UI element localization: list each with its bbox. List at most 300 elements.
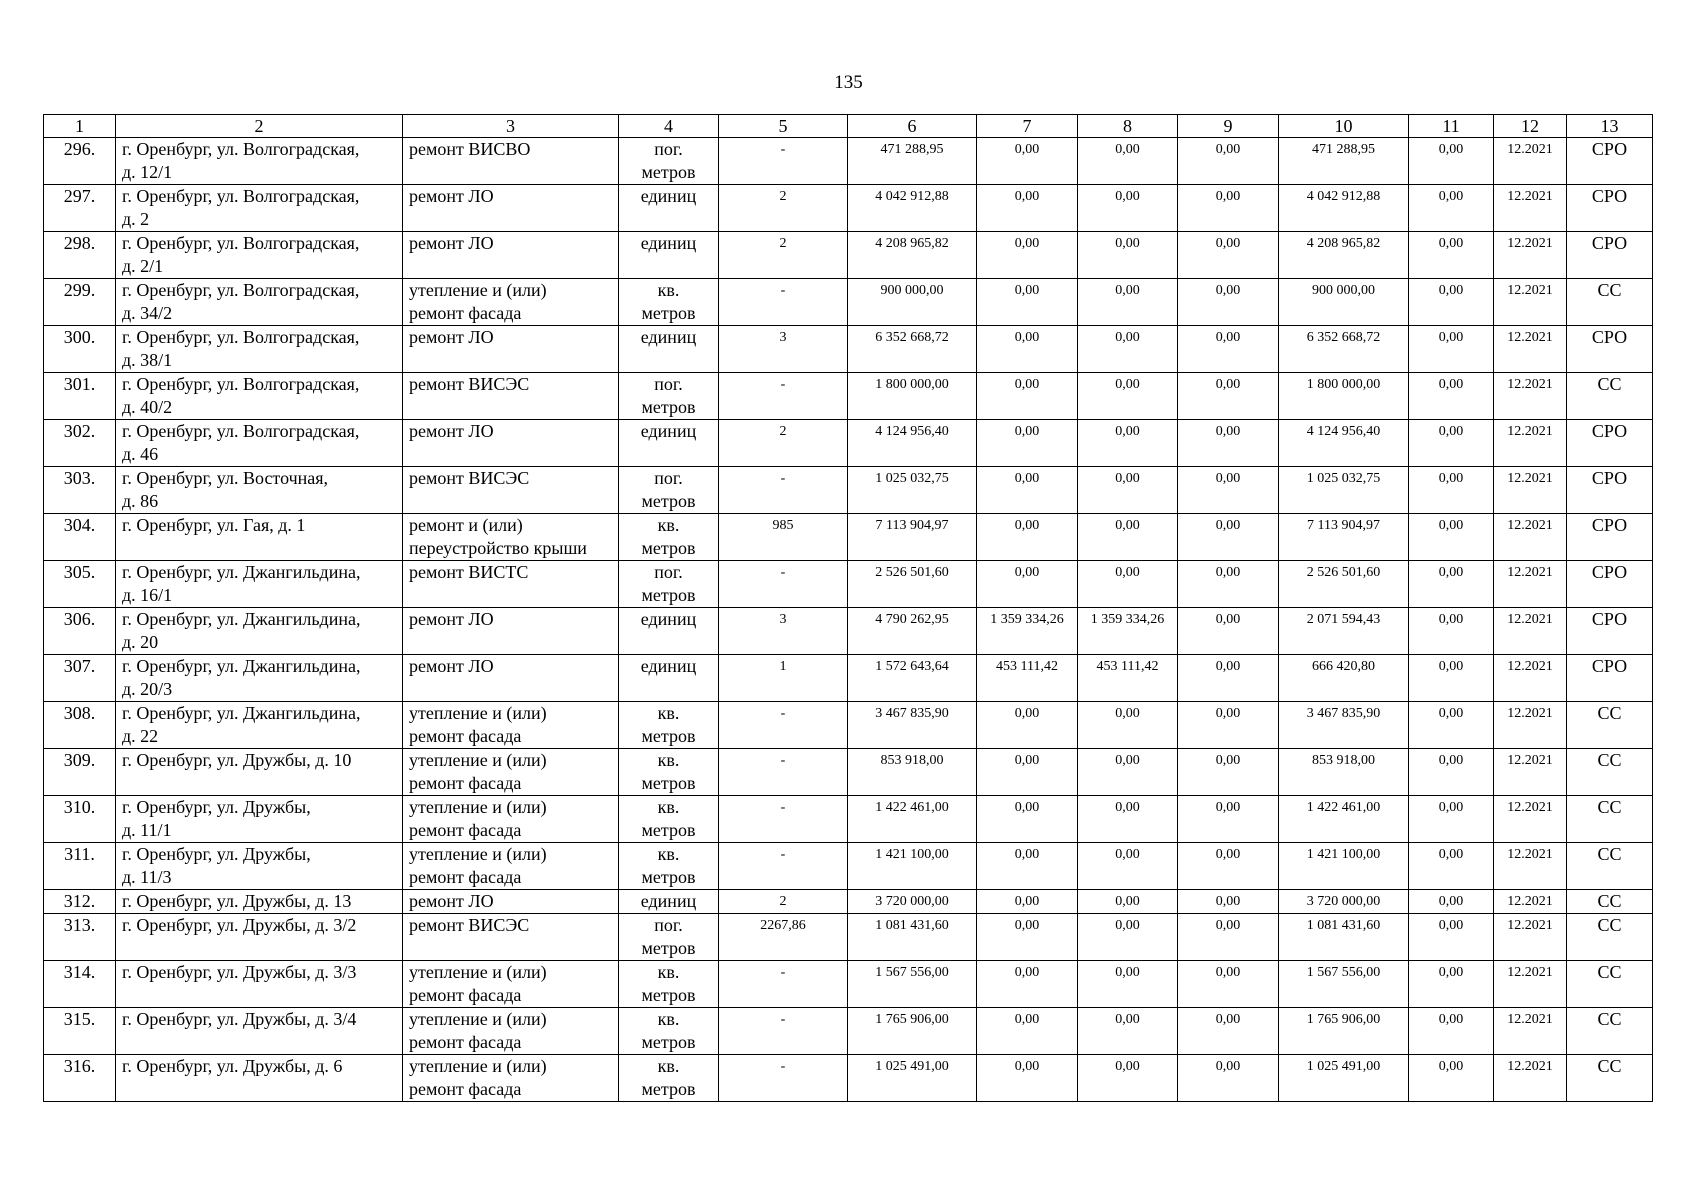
quantity-cell: - [719, 138, 848, 185]
value-col10-cell: 1 025 491,00 [1279, 1055, 1409, 1102]
value-col7-cell: 0,00 [977, 232, 1078, 279]
table-row [44, 843, 1653, 890]
address-cell: г. Оренбург, ул. Волгоградская, д. 38/1 [116, 326, 403, 373]
row-number: 298. [44, 232, 116, 279]
value-col11-cell: 0,00 [1409, 914, 1494, 961]
value-col9-cell: 0,00 [1178, 702, 1279, 749]
row-number: 311. [44, 843, 116, 890]
completion-date-cell: 12.2021 [1494, 514, 1567, 561]
table-row [44, 232, 1653, 279]
table-row [44, 561, 1653, 608]
funding-source-cell: СС [1567, 843, 1653, 890]
completion-date-cell: 12.2021 [1494, 326, 1567, 373]
funding-source-cell: СС [1567, 796, 1653, 843]
value-col8-cell: 0,00 [1078, 702, 1178, 749]
value-col11-cell: 0,00 [1409, 1055, 1494, 1102]
address-cell: г. Оренбург, ул. Дружбы, д. 3/4 [116, 1008, 403, 1055]
table-row [44, 608, 1653, 655]
row-number: 299. [44, 279, 116, 326]
value-col9-cell: 0,00 [1178, 1008, 1279, 1055]
total-cost-cell: 853 918,00 [848, 749, 977, 796]
value-col10-cell: 2 526 501,60 [1279, 561, 1409, 608]
unit-cell: кв. метров [619, 749, 719, 796]
table-row [44, 1055, 1653, 1102]
address-cell: г. Оренбург, ул. Волгоградская, д. 2/1 [116, 232, 403, 279]
value-col8-cell: 0,00 [1078, 1008, 1178, 1055]
value-col7-cell: 0,00 [977, 373, 1078, 420]
unit-cell: пог. метров [619, 138, 719, 185]
value-col7-cell: 453 111,42 [977, 655, 1078, 702]
value-col9-cell: 0,00 [1178, 608, 1279, 655]
value-col7-cell: 0,00 [977, 514, 1078, 561]
value-col11-cell: 0,00 [1409, 796, 1494, 843]
completion-date-cell: 12.2021 [1494, 914, 1567, 961]
unit-cell: единиц [619, 655, 719, 702]
total-cost-cell: 900 000,00 [848, 279, 977, 326]
work-type-cell: ремонт ЛО [403, 655, 619, 702]
value-col11-cell: 0,00 [1409, 561, 1494, 608]
value-col10-cell: 7 113 904,97 [1279, 514, 1409, 561]
work-type-cell: утепление и (или) ремонт фасада [403, 961, 619, 1008]
value-col9-cell: 0,00 [1178, 561, 1279, 608]
value-col11-cell: 0,00 [1409, 232, 1494, 279]
column-header: 9 [1178, 115, 1279, 138]
value-col10-cell: 1 081 431,60 [1279, 914, 1409, 961]
value-col8-cell: 0,00 [1078, 561, 1178, 608]
unit-cell: кв. метров [619, 1055, 719, 1102]
table-row [44, 326, 1653, 373]
value-col10-cell: 3 720 000,00 [1279, 890, 1409, 914]
work-type-cell: утепление и (или) ремонт фасада [403, 1008, 619, 1055]
address-cell: г. Оренбург, ул. Волгоградская, д. 12/1 [116, 138, 403, 185]
completion-date-cell: 12.2021 [1494, 1055, 1567, 1102]
value-col11-cell: 0,00 [1409, 467, 1494, 514]
work-type-cell: утепление и (или) ремонт фасада [403, 843, 619, 890]
address-cell: г. Оренбург, ул. Волгоградская, д. 2 [116, 185, 403, 232]
value-col7-cell: 0,00 [977, 796, 1078, 843]
completion-date-cell: 12.2021 [1494, 138, 1567, 185]
funding-source-cell: СРО [1567, 608, 1653, 655]
unit-cell: кв. метров [619, 279, 719, 326]
table-row [44, 514, 1653, 561]
value-col10-cell: 6 352 668,72 [1279, 326, 1409, 373]
unit-cell: единиц [619, 185, 719, 232]
value-col7-cell: 0,00 [977, 420, 1078, 467]
unit-cell: единиц [619, 608, 719, 655]
value-col7-cell: 0,00 [977, 1055, 1078, 1102]
value-col8-cell: 0,00 [1078, 185, 1178, 232]
total-cost-cell: 1 567 556,00 [848, 961, 977, 1008]
value-col10-cell: 853 918,00 [1279, 749, 1409, 796]
value-col7-cell: 0,00 [977, 326, 1078, 373]
completion-date-cell: 12.2021 [1494, 1008, 1567, 1055]
work-type-cell: ремонт ВИСЭС [403, 467, 619, 514]
value-col11-cell: 0,00 [1409, 514, 1494, 561]
value-col9-cell: 0,00 [1178, 890, 1279, 914]
address-cell: г. Оренбург, ул. Джангильдина, д. 20/3 [116, 655, 403, 702]
value-col9-cell: 0,00 [1178, 373, 1279, 420]
quantity-cell: - [719, 279, 848, 326]
total-cost-cell: 3 467 835,90 [848, 702, 977, 749]
value-col10-cell: 2 071 594,43 [1279, 608, 1409, 655]
work-type-cell: ремонт ВИСЭС [403, 373, 619, 420]
address-cell: г. Оренбург, ул. Волгоградская, д. 34/2 [116, 279, 403, 326]
value-col8-cell: 0,00 [1078, 1055, 1178, 1102]
table-row [44, 185, 1653, 232]
value-col7-cell: 0,00 [977, 279, 1078, 326]
funding-source-cell: СРО [1567, 326, 1653, 373]
quantity-cell: 2 [719, 232, 848, 279]
unit-cell: кв. метров [619, 514, 719, 561]
row-number: 301. [44, 373, 116, 420]
work-type-cell: ремонт ВИСВО [403, 138, 619, 185]
value-col10-cell: 666 420,80 [1279, 655, 1409, 702]
column-header: 13 [1567, 115, 1653, 138]
row-number: 309. [44, 749, 116, 796]
value-col7-cell: 0,00 [977, 185, 1078, 232]
quantity-cell: 3 [719, 608, 848, 655]
funding-source-cell: СС [1567, 890, 1653, 914]
address-cell: г. Оренбург, ул. Дружбы, д. 11/1 [116, 796, 403, 843]
table-row [44, 373, 1653, 420]
address-cell: г. Оренбург, ул. Джангильдина, д. 16/1 [116, 561, 403, 608]
column-number-header-row [44, 115, 1653, 138]
total-cost-cell: 4 208 965,82 [848, 232, 977, 279]
value-col8-cell: 0,00 [1078, 138, 1178, 185]
value-col10-cell: 471 288,95 [1279, 138, 1409, 185]
value-col10-cell: 1 421 100,00 [1279, 843, 1409, 890]
work-type-cell: ремонт ВИСТС [403, 561, 619, 608]
quantity-cell: 2 [719, 185, 848, 232]
row-number: 300. [44, 326, 116, 373]
page-number: 135 [834, 72, 863, 93]
column-header: 12 [1494, 115, 1567, 138]
funding-source-cell: СРО [1567, 561, 1653, 608]
value-col9-cell: 0,00 [1178, 655, 1279, 702]
row-number: 316. [44, 1055, 116, 1102]
row-number: 306. [44, 608, 116, 655]
quantity-cell: - [719, 467, 848, 514]
value-col8-cell: 0,00 [1078, 420, 1178, 467]
column-header: 4 [619, 115, 719, 138]
value-col9-cell: 0,00 [1178, 467, 1279, 514]
address-cell: г. Оренбург, ул. Дружбы, д. 11/3 [116, 843, 403, 890]
total-cost-cell: 3 720 000,00 [848, 890, 977, 914]
work-type-cell: ремонт ЛО [403, 326, 619, 373]
address-cell: г. Оренбург, ул. Дружбы, д. 3/2 [116, 914, 403, 961]
funding-source-cell: СРО [1567, 420, 1653, 467]
value-col9-cell: 0,00 [1178, 279, 1279, 326]
address-cell: г. Оренбург, ул. Волгоградская, д. 40/2 [116, 373, 403, 420]
value-col7-cell: 1 359 334,26 [977, 608, 1078, 655]
value-col8-cell: 0,00 [1078, 373, 1178, 420]
value-col9-cell: 0,00 [1178, 138, 1279, 185]
completion-date-cell: 12.2021 [1494, 279, 1567, 326]
row-number: 313. [44, 914, 116, 961]
value-col10-cell: 900 000,00 [1279, 279, 1409, 326]
value-col11-cell: 0,00 [1409, 138, 1494, 185]
total-cost-cell: 1 081 431,60 [848, 914, 977, 961]
value-col10-cell: 4 124 956,40 [1279, 420, 1409, 467]
value-col10-cell: 1 422 461,00 [1279, 796, 1409, 843]
total-cost-cell: 7 113 904,97 [848, 514, 977, 561]
completion-date-cell: 12.2021 [1494, 843, 1567, 890]
quantity-cell: - [719, 749, 848, 796]
table-row [44, 279, 1653, 326]
value-col7-cell: 0,00 [977, 561, 1078, 608]
unit-cell: единиц [619, 232, 719, 279]
quantity-cell: 2 [719, 420, 848, 467]
column-header: 11 [1409, 115, 1494, 138]
row-number: 315. [44, 1008, 116, 1055]
quantity-cell: 3 [719, 326, 848, 373]
completion-date-cell: 12.2021 [1494, 185, 1567, 232]
quantity-cell: 985 [719, 514, 848, 561]
value-col7-cell: 0,00 [977, 890, 1078, 914]
column-header: 8 [1078, 115, 1178, 138]
quantity-cell: - [719, 561, 848, 608]
value-col8-cell: 0,00 [1078, 232, 1178, 279]
address-cell: г. Оренбург, ул. Дружбы, д. 6 [116, 1055, 403, 1102]
total-cost-cell: 4 124 956,40 [848, 420, 977, 467]
table-row [44, 467, 1653, 514]
value-col8-cell: 0,00 [1078, 914, 1178, 961]
work-type-cell: утепление и (или) ремонт фасада [403, 749, 619, 796]
value-col8-cell: 0,00 [1078, 514, 1178, 561]
value-col7-cell: 0,00 [977, 1008, 1078, 1055]
work-type-cell: ремонт ЛО [403, 232, 619, 279]
address-cell: г. Оренбург, ул. Джангильдина, д. 22 [116, 702, 403, 749]
address-cell: г. Оренбург, ул. Джангильдина, д. 20 [116, 608, 403, 655]
funding-source-cell: СРО [1567, 467, 1653, 514]
row-number: 304. [44, 514, 116, 561]
unit-cell: кв. метров [619, 961, 719, 1008]
completion-date-cell: 12.2021 [1494, 232, 1567, 279]
value-col11-cell: 0,00 [1409, 749, 1494, 796]
repair-register-table [43, 114, 1653, 1102]
quantity-cell: 2 [719, 890, 848, 914]
completion-date-cell: 12.2021 [1494, 467, 1567, 514]
address-cell: г. Оренбург, ул. Дружбы, д. 3/3 [116, 961, 403, 1008]
value-col11-cell: 0,00 [1409, 420, 1494, 467]
value-col11-cell: 0,00 [1409, 655, 1494, 702]
column-header: 1 [44, 115, 116, 138]
value-col9-cell: 0,00 [1178, 185, 1279, 232]
completion-date-cell: 12.2021 [1494, 890, 1567, 914]
table-row [44, 655, 1653, 702]
completion-date-cell: 12.2021 [1494, 373, 1567, 420]
value-col11-cell: 0,00 [1409, 185, 1494, 232]
row-number: 296. [44, 138, 116, 185]
funding-source-cell: СС [1567, 373, 1653, 420]
address-cell: г. Оренбург, ул. Восточная, д. 86 [116, 467, 403, 514]
work-type-cell: утепление и (или) ремонт фасада [403, 279, 619, 326]
value-col8-cell: 0,00 [1078, 796, 1178, 843]
value-col11-cell: 0,00 [1409, 373, 1494, 420]
table-row [44, 420, 1653, 467]
value-col7-cell: 0,00 [977, 843, 1078, 890]
quantity-cell: 2267,86 [719, 914, 848, 961]
work-type-cell: ремонт ЛО [403, 890, 619, 914]
value-col11-cell: 0,00 [1409, 326, 1494, 373]
row-number: 302. [44, 420, 116, 467]
work-type-cell: ремонт и (или) переустройство крыши [403, 514, 619, 561]
row-number: 303. [44, 467, 116, 514]
table-row [44, 890, 1653, 914]
funding-source-cell: СС [1567, 961, 1653, 1008]
value-col11-cell: 0,00 [1409, 843, 1494, 890]
quantity-cell: - [719, 1055, 848, 1102]
unit-cell: пог. метров [619, 914, 719, 961]
value-col7-cell: 0,00 [977, 961, 1078, 1008]
quantity-cell: - [719, 1008, 848, 1055]
value-col8-cell: 0,00 [1078, 326, 1178, 373]
value-col7-cell: 0,00 [977, 749, 1078, 796]
value-col11-cell: 0,00 [1409, 961, 1494, 1008]
value-col9-cell: 0,00 [1178, 961, 1279, 1008]
address-cell: г. Оренбург, ул. Гая, д. 1 [116, 514, 403, 561]
unit-cell: единиц [619, 420, 719, 467]
table-row [44, 1008, 1653, 1055]
value-col9-cell: 0,00 [1178, 514, 1279, 561]
row-number: 314. [44, 961, 116, 1008]
value-col7-cell: 0,00 [977, 138, 1078, 185]
value-col9-cell: 0,00 [1178, 914, 1279, 961]
value-col10-cell: 4 042 912,88 [1279, 185, 1409, 232]
table-row [44, 914, 1653, 961]
funding-source-cell: СС [1567, 1008, 1653, 1055]
value-col11-cell: 0,00 [1409, 890, 1494, 914]
column-header: 7 [977, 115, 1078, 138]
column-header: 6 [848, 115, 977, 138]
value-col11-cell: 0,00 [1409, 279, 1494, 326]
funding-source-cell: СС [1567, 914, 1653, 961]
total-cost-cell: 4 790 262,95 [848, 608, 977, 655]
quantity-cell: - [719, 373, 848, 420]
column-header: 2 [116, 115, 403, 138]
unit-cell: кв. метров [619, 796, 719, 843]
column-header: 5 [719, 115, 848, 138]
work-type-cell: ремонт ЛО [403, 608, 619, 655]
quantity-cell: - [719, 796, 848, 843]
row-number: 310. [44, 796, 116, 843]
work-type-cell: ремонт ВИСЭС [403, 914, 619, 961]
unit-cell: пог. метров [619, 467, 719, 514]
funding-source-cell: СС [1567, 279, 1653, 326]
value-col11-cell: 0,00 [1409, 702, 1494, 749]
table-row [44, 138, 1653, 185]
total-cost-cell: 4 042 912,88 [848, 185, 977, 232]
value-col8-cell: 0,00 [1078, 843, 1178, 890]
unit-cell: пог. метров [619, 561, 719, 608]
completion-date-cell: 12.2021 [1494, 655, 1567, 702]
quantity-cell: - [719, 702, 848, 749]
unit-cell: единиц [619, 326, 719, 373]
work-type-cell: утепление и (или) ремонт фасада [403, 796, 619, 843]
completion-date-cell: 12.2021 [1494, 561, 1567, 608]
value-col8-cell: 0,00 [1078, 961, 1178, 1008]
completion-date-cell: 12.2021 [1494, 749, 1567, 796]
address-cell: г. Оренбург, ул. Волгоградская, д. 46 [116, 420, 403, 467]
row-number: 297. [44, 185, 116, 232]
quantity-cell: 1 [719, 655, 848, 702]
value-col8-cell: 1 359 334,26 [1078, 608, 1178, 655]
work-type-cell: ремонт ЛО [403, 185, 619, 232]
address-cell: г. Оренбург, ул. Дружбы, д. 10 [116, 749, 403, 796]
completion-date-cell: 12.2021 [1494, 420, 1567, 467]
funding-source-cell: СРО [1567, 232, 1653, 279]
value-col10-cell: 1 567 556,00 [1279, 961, 1409, 1008]
value-col9-cell: 0,00 [1178, 1055, 1279, 1102]
value-col10-cell: 3 467 835,90 [1279, 702, 1409, 749]
quantity-cell: - [719, 843, 848, 890]
work-type-cell: утепление и (или) ремонт фасада [403, 702, 619, 749]
completion-date-cell: 12.2021 [1494, 961, 1567, 1008]
completion-date-cell: 12.2021 [1494, 796, 1567, 843]
unit-cell: кв. метров [619, 843, 719, 890]
value-col11-cell: 0,00 [1409, 1008, 1494, 1055]
value-col10-cell: 4 208 965,82 [1279, 232, 1409, 279]
total-cost-cell: 6 352 668,72 [848, 326, 977, 373]
completion-date-cell: 12.2021 [1494, 608, 1567, 655]
unit-cell: единиц [619, 890, 719, 914]
table-row [44, 749, 1653, 796]
funding-source-cell: СРО [1567, 655, 1653, 702]
funding-source-cell: СС [1567, 702, 1653, 749]
value-col9-cell: 0,00 [1178, 796, 1279, 843]
row-number: 308. [44, 702, 116, 749]
row-number: 305. [44, 561, 116, 608]
value-col11-cell: 0,00 [1409, 608, 1494, 655]
funding-source-cell: СРО [1567, 514, 1653, 561]
value-col10-cell: 1 025 032,75 [1279, 467, 1409, 514]
value-col9-cell: 0,00 [1178, 420, 1279, 467]
work-type-cell: ремонт ЛО [403, 420, 619, 467]
total-cost-cell: 1 422 461,00 [848, 796, 977, 843]
value-col9-cell: 0,00 [1178, 843, 1279, 890]
total-cost-cell: 471 288,95 [848, 138, 977, 185]
completion-date-cell: 12.2021 [1494, 702, 1567, 749]
table-row [44, 961, 1653, 1008]
column-header: 10 [1279, 115, 1409, 138]
work-type-cell: утепление и (или) ремонт фасада [403, 1055, 619, 1102]
row-number: 312. [44, 890, 116, 914]
funding-source-cell: СС [1567, 1055, 1653, 1102]
unit-cell: кв. метров [619, 1008, 719, 1055]
total-cost-cell: 1 800 000,00 [848, 373, 977, 420]
quantity-cell: - [719, 961, 848, 1008]
value-col8-cell: 0,00 [1078, 890, 1178, 914]
column-header: 3 [403, 115, 619, 138]
value-col8-cell: 0,00 [1078, 749, 1178, 796]
row-number: 307. [44, 655, 116, 702]
address-cell: г. Оренбург, ул. Дружбы, д. 13 [116, 890, 403, 914]
total-cost-cell: 2 526 501,60 [848, 561, 977, 608]
funding-source-cell: СРО [1567, 138, 1653, 185]
total-cost-cell: 1 421 100,00 [848, 843, 977, 890]
table-row [44, 796, 1653, 843]
value-col7-cell: 0,00 [977, 467, 1078, 514]
unit-cell: пог. метров [619, 373, 719, 420]
value-col9-cell: 0,00 [1178, 749, 1279, 796]
total-cost-cell: 1 572 643,64 [848, 655, 977, 702]
total-cost-cell: 1 025 032,75 [848, 467, 977, 514]
value-col9-cell: 0,00 [1178, 326, 1279, 373]
total-cost-cell: 1 765 906,00 [848, 1008, 977, 1055]
value-col10-cell: 1 800 000,00 [1279, 373, 1409, 420]
value-col8-cell: 453 111,42 [1078, 655, 1178, 702]
value-col8-cell: 0,00 [1078, 279, 1178, 326]
